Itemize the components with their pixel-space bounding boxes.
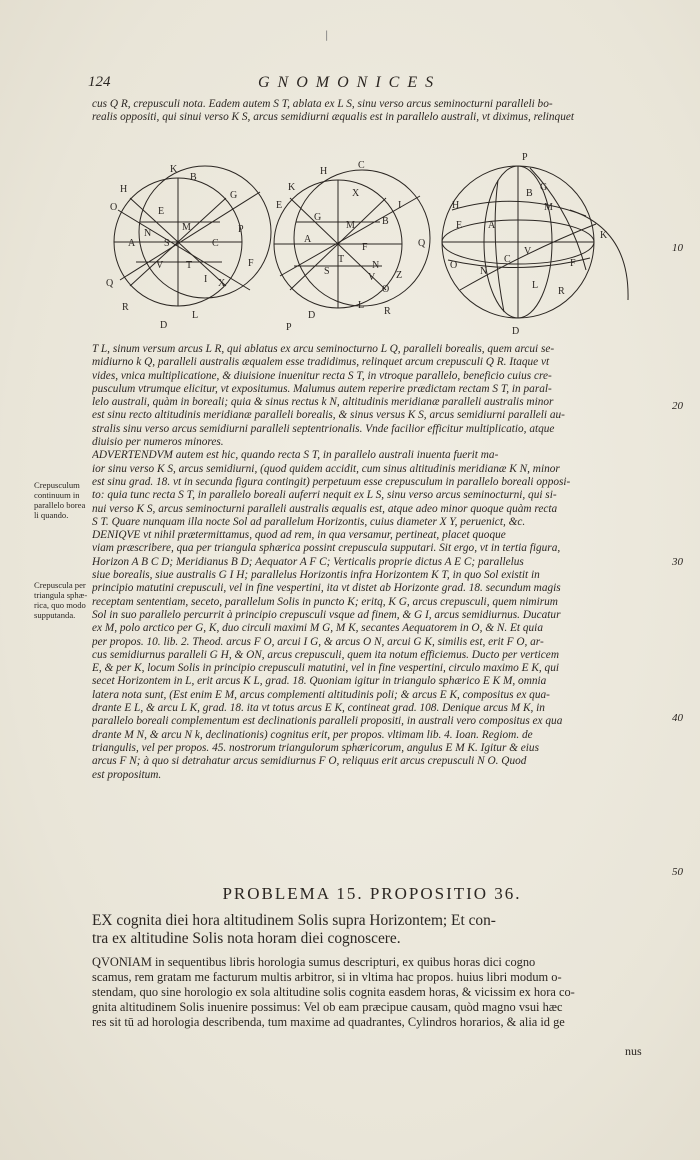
svg-text:E: E [456,220,463,231]
svg-text:K: K [170,164,178,175]
text-line: ADVERTENDVM autem est hic, quando recta S T, in parallelo australi inuenta fuerit ma- [92,449,499,462]
proposition-statement [92,912,652,948]
text-line: ior sinu verso K S, arcus semidiurni, (quod quidem accidit, cum sinus altitudinis meridianæ K N, minor [92,462,560,475]
text-line: cus Q R, crepusculi nota. Eadem autem S T, ablata ex L S, sinu verso arcus seminocturni paralleli bo- [92,98,553,110]
text-line: drante E L, & arcu L K, grad. 18. ita vt totus arcus E K, contineat grad. 108. Denique arcus M K, in [92,702,545,715]
text-line: E, & per K, locum Solis in principio crepusculi matutini, vel in fine vespertini, circulo maximo E K, qui [92,662,559,675]
svg-text:S: S [164,238,170,249]
svg-text:L: L [532,280,539,291]
text-line: QVONIAM in sequentibus libris horologia sumus descripturi, ex quibus horas dici cogno [92,955,536,969]
svg-text:G: G [540,182,548,193]
text-line: gnita altitudinem Solis inuenire possimus: Vel ob eam præcipue causam, quòd magno vsui hæc [92,1000,563,1014]
svg-text:N: N [372,260,380,271]
text-line: arcus F N; à quo si detrahatur arcus semidiurnus F O, reliquus erit arcus crepusculi N O. Quod [92,755,527,768]
text-line: DENIQVE vt nihil prætermittamus, quod ad rem, in qua versamur, pertineat, placet quoque [92,529,506,542]
svg-text:M: M [544,202,553,213]
svg-text:V: V [156,260,164,271]
margin-note-line: rica, quo modo [34,600,86,610]
text-line: latera nota sunt, (Est enim E M, arcus complementi altitudinis poli; & arcus E K, compositus ex qua- [92,688,550,701]
line-number: 50 [672,866,683,878]
text-line: viam præscribere, qua per triangula sphærica possint crepuscula supputari. Sit ergo, vt in tertia figura, [92,542,561,555]
text-line: est propositum. [92,768,162,781]
svg-text:A: A [304,234,312,245]
svg-text:D: D [160,320,168,331]
svg-text:I: I [204,274,208,285]
margin-note-line: supputanda. [34,610,76,620]
margin-note-spherical-triangles [34,580,92,620]
text-line: secet Horizontem in L, erit arcus K L, grad. 18. Quoniam igitur in triangulo sphærico E K M, omnia [92,675,547,688]
catchword: nus [625,1044,642,1058]
text-line: pusculum vtrumque elicitur, vt expositumus. Malumus autem reperire prædictam rectam S T, in paral- [92,382,552,395]
paragraph-bottom [92,955,652,1030]
svg-text:K: K [600,230,608,241]
svg-text:P: P [286,322,292,333]
svg-text:A: A [128,238,136,249]
svg-text:S: S [324,266,330,277]
svg-text:K: K [288,182,296,193]
svg-text:V: V [524,246,532,257]
svg-text:H: H [120,184,128,195]
svg-text:R: R [384,306,391,317]
svg-text:E: E [276,200,283,211]
svg-text:V: V [368,272,376,283]
svg-text:Z: Z [396,270,403,281]
svg-text:D: D [308,310,316,321]
svg-text:N: N [480,266,488,277]
text-line: parallelo boreali complementum est declinationis paralleli propositi, in australi vero compositus ex qua [92,715,563,728]
statement-line: EX cognita diei hora altitudinem Solis supra Horizontem; Et con- [92,912,496,929]
text-line: S T. Quare nunquam illa nocte Sol ad parallelum Horizontis, cuius diameter X Y, peruenict, &c. [92,515,526,528]
svg-text:F: F [248,258,254,269]
text-line: T L, sinum versum arcus L R, qui ablatus ex arcu seminocturno L Q, paralleli borealis, quem arcui se- [92,343,555,355]
svg-text:B: B [526,188,533,199]
margin-note-line: Crepuscula per [34,580,86,590]
text-line: per propos. 10. lib. 2. Theod. arcus F O, arcui I G, & arcus O N, arcui G K, similis est, erit F O, ar- [92,635,544,648]
svg-text:C: C [212,238,219,249]
svg-text:X: X [218,278,226,289]
svg-text:E: E [158,206,165,217]
text-line: diuisio per numeros minores. [92,436,224,449]
svg-text:H: H [452,200,460,211]
line-number: 20 [672,400,683,412]
text-line: stendam, quo sine horologio ex sola altitudine solis cognita easdem horas, & vicissim ex hora co- [92,985,575,999]
svg-text:H: H [320,166,328,177]
line-number: 10 [672,242,683,254]
margin-note-line: continuum in [34,490,80,500]
svg-text:O: O [110,202,118,213]
text-line: midiurno k Q, paralleli australis æqualem esse tradidimus, relinquet arcum crepusculi Q R. Itaque vt [92,356,550,369]
svg-text:B: B [190,172,197,183]
svg-text:X: X [352,188,360,199]
margin-note-line: triangula sphæ- [34,590,88,600]
page-number: 124 [88,74,111,90]
margin-note-line: parallelo borea [34,500,86,510]
svg-text:M: M [346,220,355,231]
svg-text:T: T [338,254,345,265]
text-line: to: quia tunc recta S T, in parallelo boreali auferri nequit ex L S, sinu verso arcus seminocturni, qui si- [92,489,557,502]
text-line: stralis sinu verso arcus semidiurni paralleli septentrionalis. Vnde facilior efficitur multiplicatio, atque [92,422,555,435]
svg-text:A: A [488,220,496,231]
text-line: Horizon A B C D; Meridianus B D; Aequator A F C; Verticalis proprie dictus A E C; parallelus [92,555,524,568]
svg-text:O: O [382,284,390,295]
running-title: GNOMONICES [258,74,442,91]
svg-text:G: G [230,190,238,201]
text-line: principio matutini crepusculi, vel in fine vespertini, ita vt distet ab Horizonte grad. 18. secundum magis [92,582,561,595]
margin-note-line: Crepusculum [34,480,80,490]
svg-text:R: R [122,302,129,313]
svg-text:T: T [186,260,193,271]
text-line: cus semidiurnus paralleli G H, & ON, arcus crepusculi, quem ita notum efficiemus. Ducto per verticem [92,648,559,661]
text-line: nui verso K S, arcus seminocturni paralleli australis æqualis est, atque adeo minor quoque quàm recta [92,502,558,515]
text-line: est sinu recto altitudinis meridianæ paralleli borealis, & sinus versus K S, arcus semidiurni paralleli au- [92,409,565,422]
problem-heading: PROBLEMA 15. PROPOSITIO 36. [222,884,522,903]
svg-text:L: L [192,310,199,321]
svg-text:B: B [382,216,389,227]
text-line: siue borealis, siue australis G I H; parallelus Horizontis infra Horizontem K T, in quo Sol existit in [92,569,540,582]
paragraph-main [92,343,652,782]
text-line: ex M, polo arctico per G, K, duo circuli maximi M G, M K, secantes Aequatorem in O, & N. Et quia [92,622,543,635]
top-mark: | [325,30,329,41]
astronomical-figures [100,150,640,340]
svg-text:M: M [182,222,191,233]
svg-text:F: F [570,258,576,269]
svg-text:D: D [512,326,520,337]
svg-text:O: O [450,260,458,271]
text-line: est sinu grad. 18. vt in secunda figura contingit) perpetuum esse crepusculum in parallelo boreali opposi- [92,475,571,488]
running-head [88,74,648,94]
text-line: receptam sententiam, seceto, parallelum Solis in puncto K; eritq, K G, arcus crepusculi, quem nimirum [92,595,558,608]
text-line: scamus, rem gratam me facturum multis arbitror, si in vltima hac propos. huius libri modum o- [92,970,562,984]
text-line: res sit tū ad horologia describenda, tum maxime ad quadrantes, Cylindros horarios, & alia id ge [92,1015,565,1029]
text-line: triangulis, vel per propos. 45. nostrorum triangulorum sphæricorum, angulus E M K. Igitur & eius [92,741,539,754]
svg-text:C: C [504,254,511,265]
line-number: 30 [672,556,683,568]
svg-text:P: P [522,152,528,163]
svg-text:G: G [314,212,322,223]
figure-1 [114,166,271,306]
figure-3 [442,166,628,318]
text-line: realis oppositi, qui sinui verso K S, arcus semidiurni æqualis est in parallelo australi, vt diximus, relinquet [92,111,574,124]
svg-text:F: F [362,242,368,253]
margin-note-continuous-twilight [34,480,92,520]
line-number: 40 [672,712,683,724]
text-line: lelo australi, quàm in boreali; quia & sinus rectus k N, altitudinis meridianæ paralleli australis minor [92,396,554,409]
svg-text:Q: Q [418,238,426,249]
svg-text:N: N [144,228,152,239]
svg-text:L: L [358,300,365,311]
text-line: vides, vnica multiplicatione, & diuisione inuenitur recta S T, in vtroque parallelo, beneficio cuius cre- [92,369,552,382]
svg-text:P: P [238,224,244,235]
svg-text:R: R [558,286,565,297]
svg-text:C: C [358,160,365,171]
margin-note-line: li quando. [34,510,69,520]
paragraph-top [92,98,652,125]
svg-text:I: I [398,200,402,211]
statement-line: tra ex altitudine Solis nota horam diei cognoscere. [92,930,401,947]
text-line: drante M N, & arcu N k, declinationis) cognitus erit, per propos. vltimam lib. 4. Ioan. Regiom. de [92,728,533,741]
text-line: Sol in suo parallelo percurrit à principio crepusculi vsque ad finem, & G I, arcus semidiurnus. Ducatur [92,608,561,621]
svg-text:Q: Q [106,278,114,289]
